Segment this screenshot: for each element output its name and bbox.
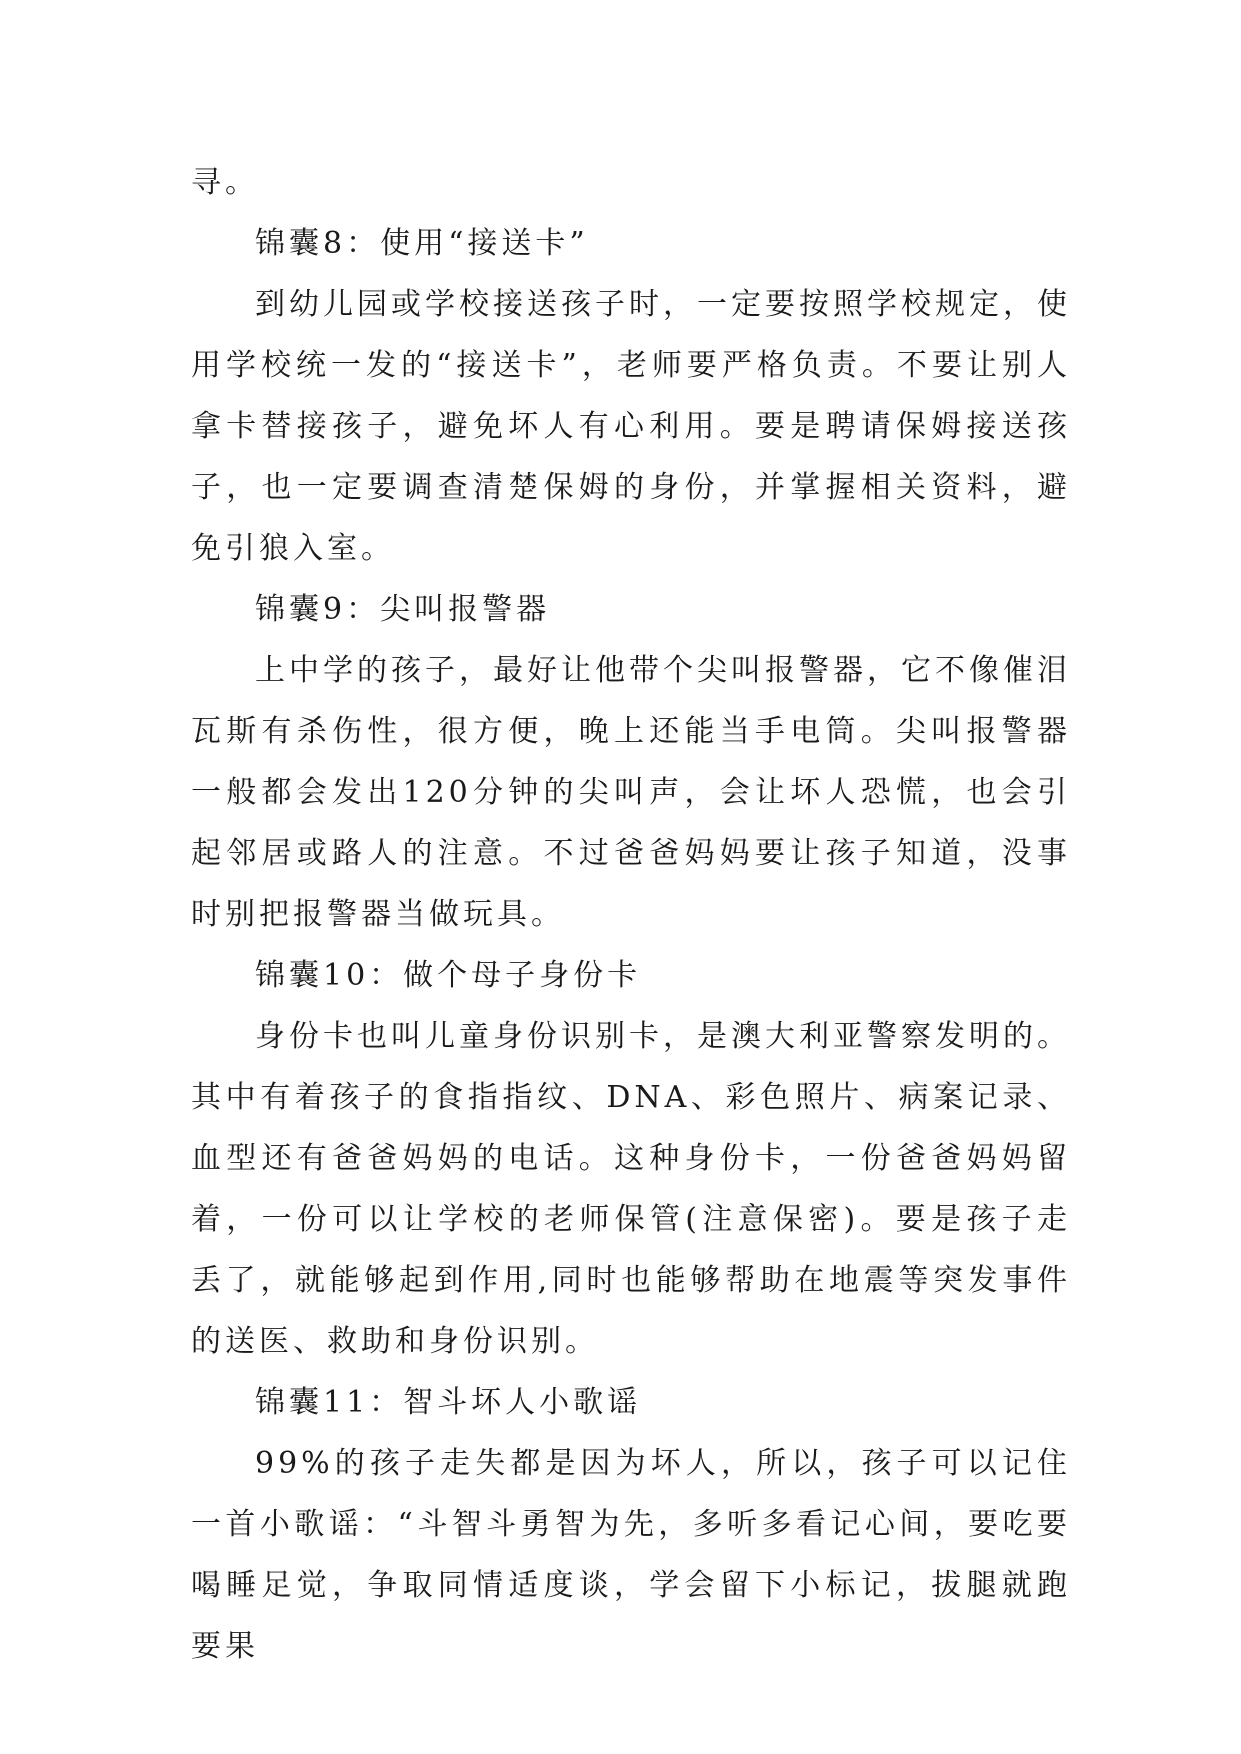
section-heading-8: 锦囊8：使用“接送卡” — [255, 226, 589, 261]
document-body — [191, 152, 1071, 1677]
paragraph-alarm: 上中学的孩子，最好让他带个尖叫报警器，它不像催泪瓦斯有杀伤性，很方便，晚上还能当手电筒。尖叫报警器一般都会发出120分钟的尖叫声，会让坏人恐慌，也会引起邻居或路人的注意。不过爸爸妈妈要让孩子知道，没事时别把报警器当做玩具。 — [191, 653, 1071, 932]
paragraph-continuation: 寻。 — [191, 165, 259, 200]
section-heading-10: 锦囊10：做个母子身份卡 — [255, 958, 642, 993]
paragraph-ballad: 99%的孩子走失都是因为坏人，所以，孩子可以记住一首小歌谣：“斗智斗勇智为先，多听多看记心间，要吃要喝睡足觉，争取同情适度谈，学会留下小标记，拔腿就跑要果 — [191, 1446, 1071, 1664]
paragraph-pickup-card: 到幼儿园或学校接送孩子时，一定要按照学校规定，使用学校统一发的“接送卡”，老师要严格负责。不要让别人拿卡替接孩子，避免坏人有心利用。要是聘请保姆接送孩子，也一定要调查清楚保姆的身份，并掌握相关资料，避免引狼入室。 — [191, 287, 1071, 566]
section-heading-9: 锦囊9：尖叫报警器 — [255, 592, 551, 627]
paragraph-id-card: 身份卡也叫儿童身份识别卡，是澳大利亚警察发明的。其中有着孩子的食指指纹、DNA、彩色照片、病案记录、血型还有爸爸妈妈的电话。这种身份卡，一份爸爸妈妈留着，一份可以让学校的老师保管(注意保密)。要是孩子走丢了，就能够起到作用,同时也能够帮助在地震等突发事件的送医、救助和身份识别。 — [191, 1019, 1071, 1359]
section-heading-11: 锦囊11：智斗坏人小歌谣 — [255, 1385, 642, 1420]
